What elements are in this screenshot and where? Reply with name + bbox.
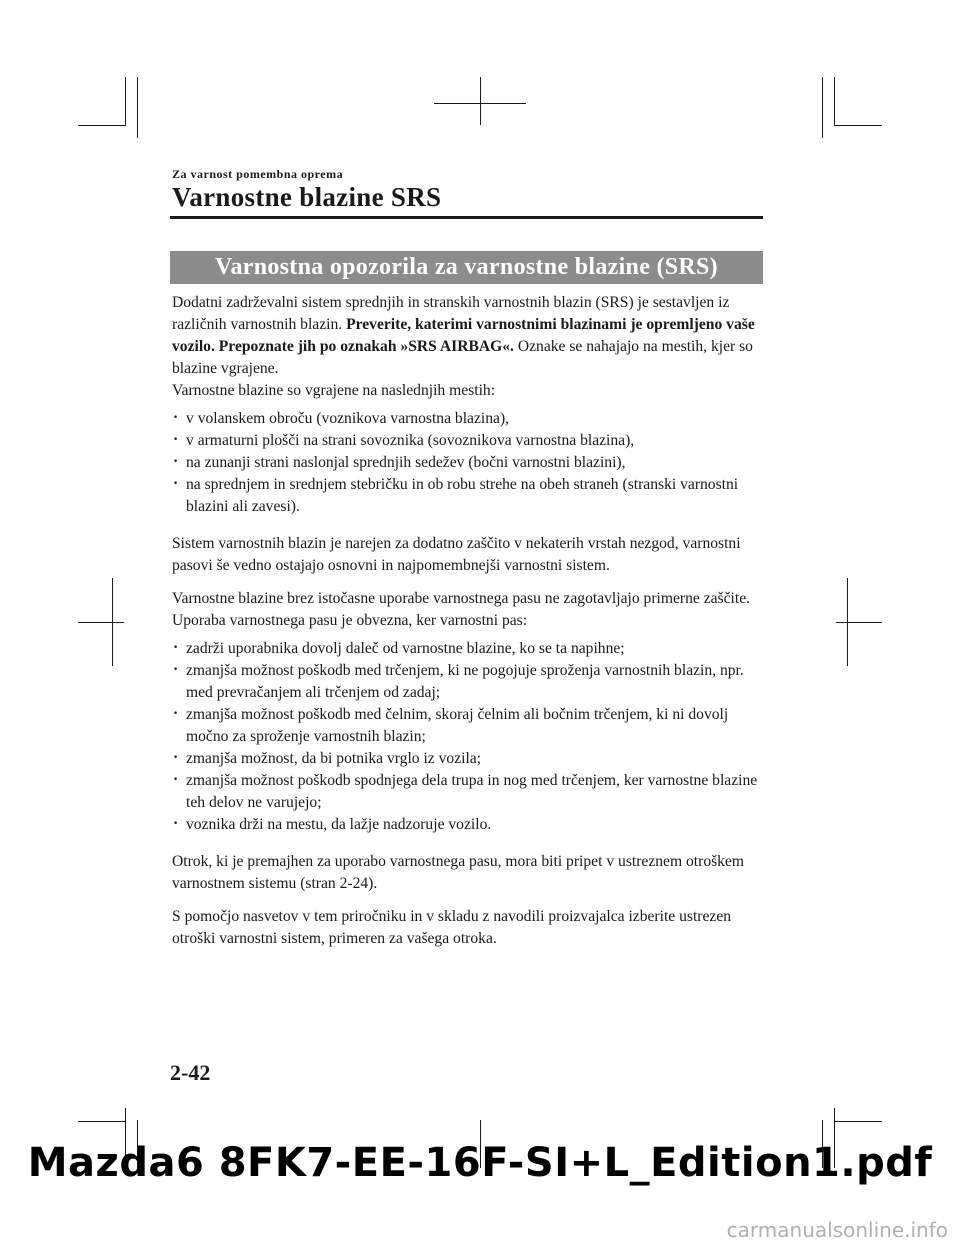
intro-bold-text: Preverite, katerimi varnostnimi blazinami je opremljeno vaše vozilo. Prepoznate jih po oznakah »SRS AIRBAG«.: [172, 316, 755, 355]
footer-filename: Mazda6 8FK7-EE-16F-SI+L_Edition1.pdf: [27, 1140, 933, 1186]
locations-intro: Varnostne blazine so vgrajene na naslednjih mestih:: [172, 382, 496, 399]
seatbelt-paragraph: Varnostne blazine brez istočasne uporabe varnostnega pasu ne zagotavljajo primerne zaščite. Uporaba varnostnega pasu je obvezna, ker varnostni pas:: [172, 590, 751, 629]
list-item: · na sprednjem in srednjem stebričku in ob robu strehe na obeh straneh (stranski varnostni blazini ali zavesi).: [172, 474, 762, 518]
list-item: · zmanjša možnost, da bi potnika vrglo iz vozila;: [172, 748, 762, 770]
intro-paragraph: [172, 292, 762, 380]
page-content: [172, 292, 762, 961]
list-item: · zmanjša možnost poškodb med čelnim, skoraj čelnim ali bočnim trčenjem, ki ni dovolj močno za sproženje varnostnih blazin;: [172, 704, 762, 748]
list-item: · zmanjša možnost poškodb med trčenjem, ki ne pogojuje sproženja varnostnih blazin, npr. med prevračanjem ali trčenjem od zadaj;: [172, 660, 762, 704]
section-label: Za varnost pomembna oprema: [172, 167, 344, 181]
page-title: Varnostne blazine SRS: [172, 182, 442, 212]
advice-paragraph: S pomočjo nasvetov v tem priročniku in v skladu z navodili proizvajalca izberite ustrezen otroški varnostni sistem, primeren za vašega otroka.: [172, 908, 732, 947]
list-item: · zadrži uporabnika dovolj daleč od varnostne blazine, ko se ta napihne;: [172, 638, 762, 660]
seatbelt-points-list: [172, 638, 762, 836]
list-item: · voznika drži na mestu, da lažje nadzoruje vozilo.: [172, 814, 762, 836]
list-item: · zmanjša možnost poškodb spodnjega dela trupa in nog med trčenjem, ker varnostne blazine teh delov ne varujejo;: [172, 770, 762, 814]
list-item: · v volanskem obroču (voznikova varnostna blazina),: [172, 408, 762, 430]
intro-text: Dodatni zadrževalni sistem sprednjih in stranskih varnostnih blazin (SRS) je sestavljen iz različnih varnostnih blazin.: [172, 294, 730, 333]
page-number: 2-42: [170, 1060, 211, 1085]
list-item: · v armaturni plošči na strani sovoznika (sovoznikova varnostna blazina),: [172, 430, 762, 452]
list-item: · na zunanji strani naslonjal sprednjih sedežev (bočni varnostni blazini),: [172, 452, 762, 474]
intro-text-end: Oznake se nahajajo na mestih, kjer so blazine vgrajene.: [172, 338, 753, 377]
title-divider: [170, 216, 763, 219]
watermark: carmanualsonline.info: [726, 1218, 948, 1242]
system-paragraph: Sistem varnostnih blazin je narejen za dodatno zaščito v nekaterih vrstah nezgod, varnostni pasovi še vedno ostajajo osnovni in najpomembnejši varnostni sistem.: [172, 535, 741, 574]
airbag-locations-list: [172, 408, 762, 518]
child-seat-paragraph: Otrok, ki je premajhen za uporabo varnostnega pasu, mora biti pripet v ustreznem otroškem varnostnem sistemu (stran 2-24).: [172, 853, 745, 892]
section-banner: Varnostna opozorila za varnostne blazine (SRS): [170, 251, 763, 284]
